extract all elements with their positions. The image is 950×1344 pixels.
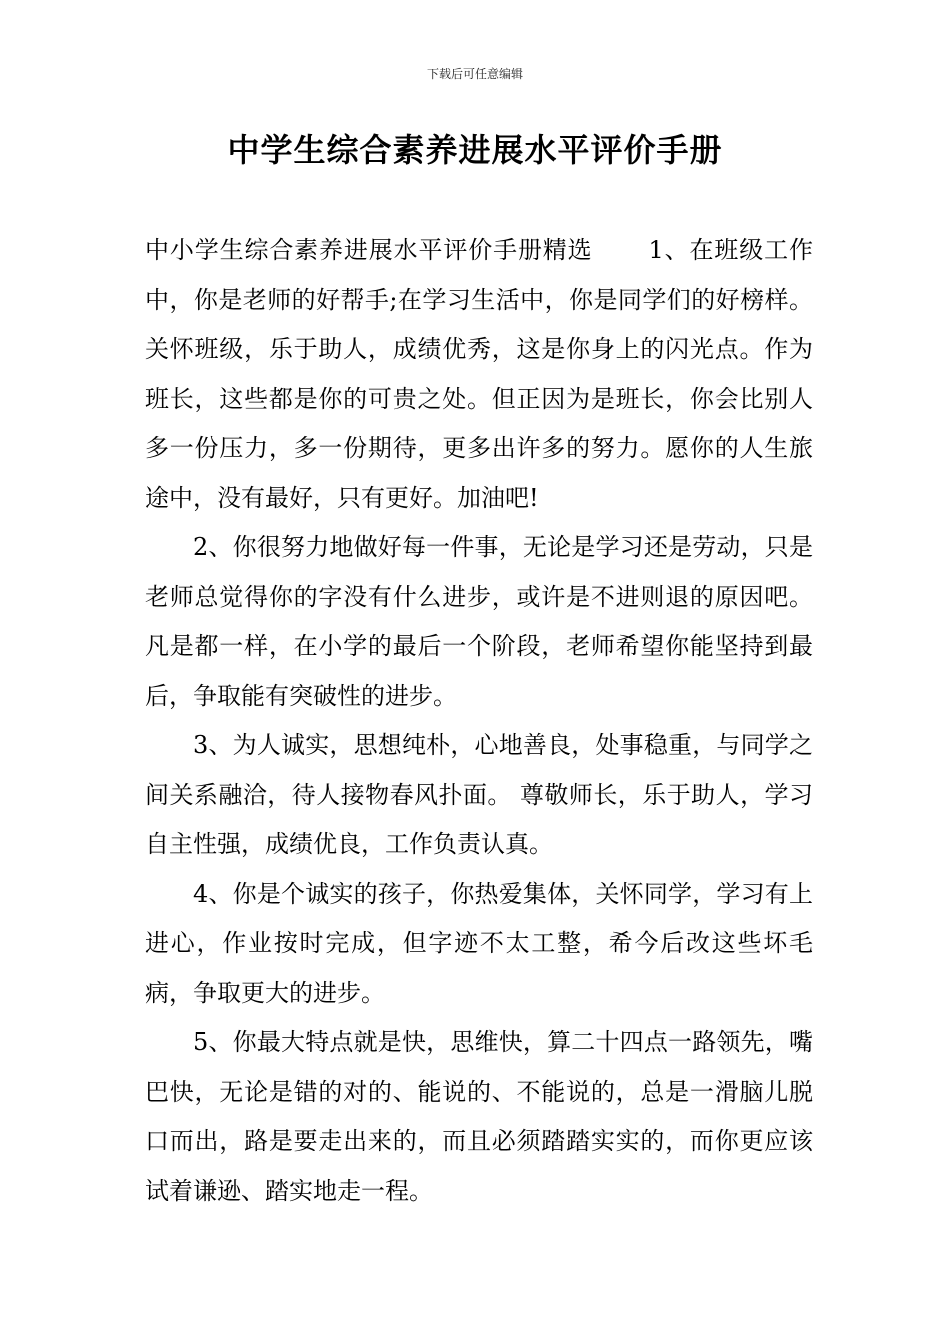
paragraph-5: 5、你最大特点就是快，思维快，算二十四点一路领先，嘴巴快，无论是错的对的、能说的、不能说的，总是一滑脑儿脱口而出，路是要走出来的，而且必须踏踏实实的，而你更应该试着谦逊、踏实地走一程。 xyxy=(145,1028,813,1205)
document-title: 中学生综合素养进展水平评价手册 xyxy=(227,131,723,169)
document-body xyxy=(145,226,813,1216)
intro-label: 中小学生综合素养进展水平评价手册精选 xyxy=(145,236,593,264)
header-note: 下载后可任意编辑 xyxy=(426,67,523,81)
paragraph-4: 4、你是个诚实的孩子，你热爱集体，关怀同学，学习有上进心，作业按时完成，但字迹不太工整，希今后改这些坏毛病，争取更大的进步。 xyxy=(145,879,813,1007)
paragraph-1 xyxy=(145,226,813,523)
paragraph-2: 2、你很努力地做好每一件事，无论是学习还是劳动，只是老师总觉得你的字没有什么进步，或许是不进则退的原因吧。凡是都一样，在小学的最后一个阶段，老师希望你能坚持到最后，争取能有突破性的进步。 xyxy=(145,533,813,710)
paragraph-1-text: 1、在班级工作中，你是老师的好帮手;在学习生活中，你是同学们的好榜样。关怀班级，乐于助人，成绩优秀，这是你身上的闪光点。作为班长，这些都是你的可贵之处。但正因为是班长，你会比别人多一份压力，多一份期待，更多出许多的努力。愿你的人生旅途中，没有最好，只有更好。加油吧! xyxy=(145,236,813,512)
paragraph-3: 3、为人诚实，思想纯朴，心地善良，处事稳重，与同学之间关系融洽，待人接物春风扑面。 尊敬师长，乐于助人，学习自主性强，成绩优良，工作负责认真。 xyxy=(145,731,813,858)
